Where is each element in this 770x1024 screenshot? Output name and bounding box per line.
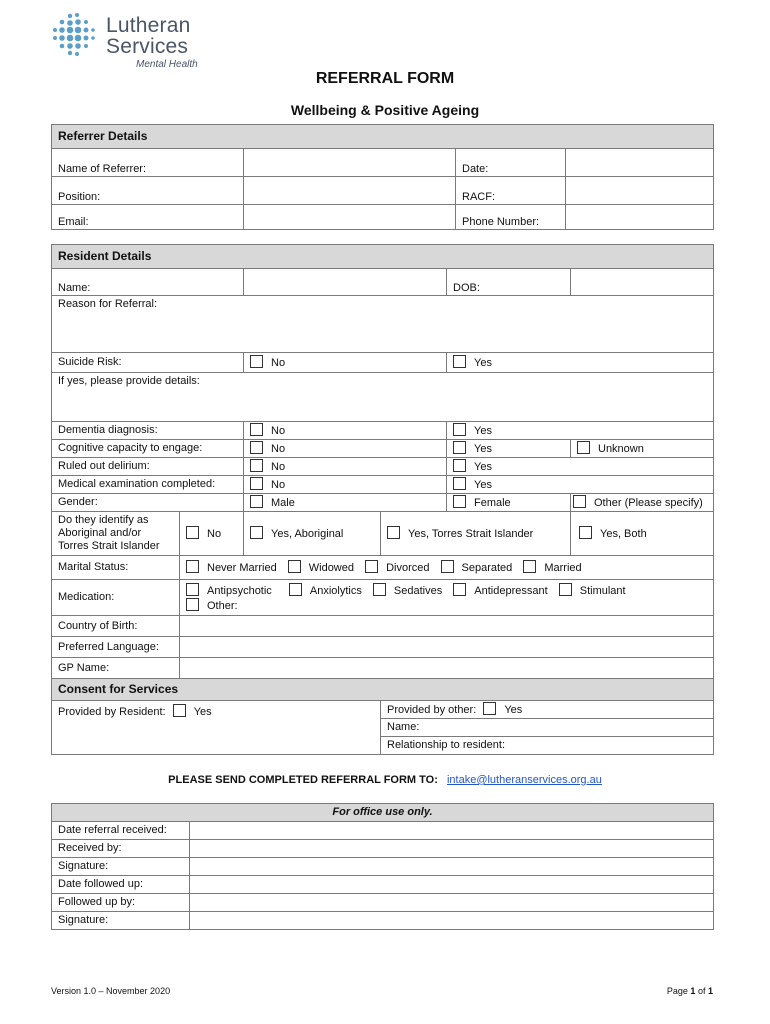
form-title: REFERRAL FORM (315, 70, 455, 87)
resident-dob-label: DOB: (447, 269, 571, 296)
consent-resident-checkbox[interactable] (173, 704, 186, 717)
send-instruction (0, 774, 770, 786)
page-num: 1 (690, 986, 696, 996)
medical-label: Medical examination completed: (52, 476, 244, 494)
referrer-phone-label: Phone Number: (456, 205, 566, 230)
other-medication-checkbox[interactable] (186, 598, 199, 611)
option-label: Yes (474, 461, 492, 473)
option-label: Sedatives (393, 584, 443, 597)
referrer-date-field[interactable] (566, 149, 714, 177)
aboriginal-yes-aboriginal[interactable] (244, 512, 381, 556)
delirium-yes-checkbox[interactable] (453, 459, 466, 472)
option-label: No (207, 528, 222, 540)
cognitive-yes[interactable] (447, 440, 571, 458)
anxiolytics-checkbox[interactable] (289, 583, 302, 596)
logo-line-3: Mental Health (136, 59, 198, 70)
marital-options (180, 556, 714, 580)
referrer-position-field[interactable] (244, 177, 456, 205)
consent-other-checkbox[interactable] (483, 702, 496, 715)
office-row-label: Signature: (52, 912, 190, 930)
resident-dob-field[interactable] (571, 269, 714, 296)
aboriginal-yes-torres[interactable] (381, 512, 571, 556)
send-text: PLEASE SEND COMPLETED REFERRAL FORM TO: (168, 774, 438, 786)
aboriginal-no-checkbox[interactable] (186, 526, 199, 539)
dementia-yes-checkbox[interactable] (453, 423, 466, 436)
option-label: Female (474, 497, 511, 509)
suicide-risk-no[interactable] (244, 353, 447, 373)
office-row-label: Date followed up: (52, 876, 190, 894)
option-label: Divorced (386, 562, 430, 574)
consent-header: Consent for Services (52, 679, 714, 701)
medication-label: Medication: (52, 580, 180, 616)
reason-for-referral-field[interactable]: Reason for Referral: (52, 296, 714, 353)
option-label: Yes (504, 704, 523, 716)
option-label: No (271, 443, 286, 455)
option-label: No (271, 357, 286, 369)
referrer-racf-field[interactable] (566, 177, 714, 205)
office-row-field[interactable] (190, 840, 714, 858)
office-row-field[interactable] (190, 912, 714, 930)
consent-resident-label: Provided by Resident: (58, 706, 166, 718)
office-row-label: Date referral received: (52, 822, 190, 840)
cognitive-no[interactable] (244, 440, 447, 458)
yes-aboriginal-checkbox[interactable] (250, 526, 263, 539)
option-label: Yes (474, 357, 492, 369)
antipsychotic-checkbox[interactable] (186, 583, 199, 596)
dementia-yes[interactable] (447, 422, 714, 440)
option-label: Yes (474, 443, 492, 455)
option-label: Yes, Both (600, 528, 647, 540)
referrer-position-label: Position: (52, 177, 244, 205)
referrer-name-field[interactable] (244, 149, 456, 177)
married-checkbox[interactable] (523, 560, 536, 573)
cognitive-yes-checkbox[interactable] (453, 441, 466, 454)
marital-label: Marital Status: (52, 556, 180, 580)
version-footer: Version 1.0 – November 2020 (51, 986, 171, 996)
consent-name-field[interactable]: Name: (381, 719, 714, 737)
aboriginal-no[interactable] (180, 512, 244, 556)
option-label: Married (544, 562, 582, 574)
referrer-name-label: Name of Referrer: (52, 149, 244, 177)
gp-label: GP Name: (52, 658, 180, 679)
gender-other[interactable] (571, 494, 714, 512)
delirium-yes[interactable] (447, 458, 714, 476)
aboriginal-yes-both[interactable] (571, 512, 714, 556)
option-label: Unknown (598, 443, 644, 455)
logo-line-1: Lutheran (106, 14, 191, 37)
cognitive-no-checkbox[interactable] (250, 441, 263, 454)
suicide-details-field[interactable]: If yes, please provide details: (52, 373, 714, 422)
stimulant-checkbox[interactable] (559, 583, 572, 596)
office-row-field[interactable] (190, 894, 714, 912)
resident-header: Resident Details (52, 245, 714, 269)
country-label: Country of Birth: (52, 616, 180, 637)
dementia-label: Dementia diagnosis: (52, 422, 244, 440)
separated-checkbox[interactable] (441, 560, 454, 573)
referrer-phone-field[interactable] (566, 205, 714, 230)
option-label: Other: (207, 599, 238, 612)
option-label: No (271, 461, 286, 473)
divorced-checkbox[interactable] (365, 560, 378, 573)
consent-relationship-field[interactable]: Relationship to resident: (381, 737, 714, 755)
medical-yes[interactable] (447, 476, 714, 494)
referrer-date-label: Date: (456, 149, 566, 177)
form-subtitle: Wellbeing & Positive Ageing (290, 102, 480, 118)
page-label: Page (666, 986, 688, 996)
antidepressant-checkbox[interactable] (453, 583, 466, 596)
dementia-no[interactable] (244, 422, 447, 440)
logo-dots-icon (50, 12, 102, 62)
option-label: Male (271, 497, 295, 509)
gp-field[interactable] (180, 658, 714, 679)
logo (50, 12, 220, 72)
delirium-no-checkbox[interactable] (250, 459, 263, 472)
medical-yes-checkbox[interactable] (453, 477, 466, 490)
gender-male-checkbox[interactable] (250, 495, 263, 508)
cognitive-unknown[interactable] (571, 440, 714, 458)
referrer-racf-label: RACF: (456, 177, 566, 205)
gender-female-checkbox[interactable] (453, 495, 466, 508)
delirium-label: Ruled out delirium: (52, 458, 244, 476)
country-field[interactable] (180, 616, 714, 637)
language-label: Preferred Language: (52, 637, 180, 658)
option-label: Separated (461, 562, 513, 574)
resident-table (51, 244, 714, 755)
office-row-label: Followed up by: (52, 894, 190, 912)
cognitive-label: Cognitive capacity to engage: (52, 440, 244, 458)
medical-no-checkbox[interactable] (250, 477, 263, 490)
office-row-label: Signature: (52, 858, 190, 876)
option-label: Antipsychotic (207, 584, 272, 597)
medical-no[interactable] (244, 476, 447, 494)
dementia-no-checkbox[interactable] (250, 423, 263, 436)
never-married-checkbox[interactable] (186, 560, 199, 573)
referrer-email-label: Email: (52, 205, 244, 230)
referrer-email-field[interactable] (244, 205, 456, 230)
option-label: Antidepressant (474, 584, 548, 597)
suicide-yes-checkbox[interactable] (453, 355, 466, 368)
gender-female[interactable] (447, 494, 571, 512)
intake-email-link[interactable]: intake@lutheranservices.org.au (446, 774, 602, 786)
option-label: Yes (193, 706, 212, 718)
page-number-footer (667, 986, 713, 996)
widowed-checkbox[interactable] (288, 560, 301, 573)
option-label: Stimulant (579, 584, 626, 597)
sedatives-checkbox[interactable] (373, 583, 386, 596)
option-label: Yes, Torres Strait Islander (408, 528, 534, 540)
suicide-risk-label: Suicide Risk: (52, 353, 244, 373)
page-total: 1 (707, 986, 713, 996)
office-row-label: Received by: (52, 840, 190, 858)
language-field[interactable] (180, 637, 714, 658)
referrer-header: Referrer Details (52, 125, 714, 149)
yes-both-checkbox[interactable] (579, 526, 592, 539)
page-of: of (697, 986, 706, 996)
office-row-field[interactable] (190, 822, 714, 840)
option-label: Widowed (308, 562, 354, 574)
option-label: Never Married (207, 562, 277, 574)
option-label: Anxiolytics (309, 584, 362, 597)
office-header: For office use only. (52, 804, 714, 822)
delirium-no[interactable] (244, 458, 447, 476)
gender-label: Gender: (52, 494, 244, 512)
logo-line-2: Services (106, 35, 189, 58)
office-table (51, 803, 714, 930)
consent-other-label: Provided by other: (387, 704, 477, 716)
resident-name-field[interactable] (244, 269, 447, 296)
cognitive-unknown-checkbox[interactable] (577, 441, 590, 454)
medication-options (180, 580, 714, 616)
option-label: No (271, 425, 286, 437)
option-label: No (271, 479, 286, 491)
gender-male[interactable] (244, 494, 447, 512)
consent-other (381, 701, 714, 719)
suicide-no-checkbox[interactable] (250, 355, 263, 368)
gender-other-checkbox[interactable] (573, 495, 586, 508)
resident-name-label: Name: (52, 269, 244, 296)
option-label: Yes (474, 479, 492, 491)
option-label: Other (Please specify) (594, 497, 703, 509)
suicide-risk-yes[interactable] (447, 353, 714, 373)
yes-torres-checkbox[interactable] (387, 526, 400, 539)
consent-resident (52, 701, 381, 755)
office-row-field[interactable] (190, 858, 714, 876)
referrer-table (51, 124, 714, 230)
option-label: Yes, Aboriginal (271, 528, 344, 540)
option-label: Yes (474, 425, 492, 437)
aboriginal-label: Do they identify as Aboriginal and/or Torres Strait Islander (52, 512, 180, 556)
office-row-field[interactable] (190, 876, 714, 894)
